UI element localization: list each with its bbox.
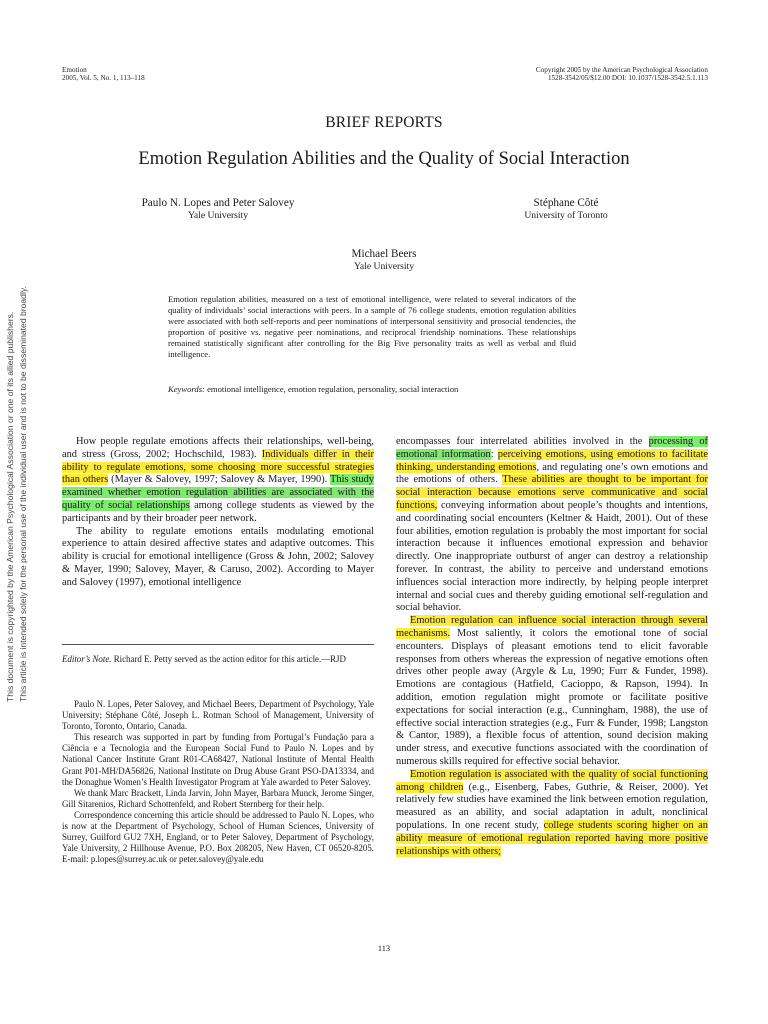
running-header-right (440, 66, 708, 83)
abstract: Emotion regulation abilities, measured on a test of emotional intelligence, were related to several indicators of the quality of individuals’ social interactions with peers. In a sample of 76 college students, emotion regulation abilities were associated with both self-reports and peer nominations of interpersonal sensitivity and prosocial tendencies, the proportion of positive vs. negative peer nominations, and reciprocal friendship nominations. These relationships remained statistically significant after controlling for the Big Five personality traits as well as verbal and fluid intelligence. (168, 294, 576, 360)
left-paragraph-1 (62, 436, 374, 526)
footnote-divider (62, 644, 374, 645)
highlight-yellow: These abilities are thought to be important for social interaction because emotions serve communicative and social functions, (396, 474, 708, 511)
highlight-green: This study examined whether emotion regulation abilities are associated with the quality of social relationships (62, 474, 374, 511)
author-names-3: Michael Beers (351, 248, 417, 260)
page-number: 113 (377, 944, 391, 953)
text-run: Most saliently, it colors the emotional tone of social encounters. Displays of pleasant emotions tend to elicit favorable responses from others whereas the expression of negative emotions often drives other people away (Argyle & Lu, 1990; Furr & Funder, 1998). Emotions are contagious (Hatfield, Cacioppo, & Rapson, 1994). In addition, emotion regulation might promote or facilitate positive expectations for social interaction (e.g., Cunningham, 1988), the use of effective social interaction strategies (e.g., Furr & Funder, 1998; Langston & Cantor, 1989), a flexible focus of attention, sound decision making under stress, and executive functions associated with the coordination of numerous skills required for effective social behavior. (396, 627, 708, 767)
footnote-affiliations: Paulo N. Lopes, Peter Salovey, and Michael Beers, Department of Psychology, Yale University; Stéphane Côté, Joseph L. Rotman School of Management, University of Toronto, Toronto, Ontario, Canada. (62, 699, 374, 732)
right-paragraph-3 (396, 769, 708, 859)
highlight-yellow: Emotion regulation can influence social interaction through several mechanisms. (396, 615, 708, 639)
text-run: , and regulating one’s own emotions and the emotions of others. (396, 461, 708, 486)
text-run: : (490, 448, 498, 460)
author-affiliation-2: University of Toronto (524, 209, 608, 221)
highlight-green: processing of emotional information (396, 436, 708, 460)
author-affiliation-3: Yale University (353, 260, 415, 272)
left-paragraph-2: The ability to regulate emotions entails modulating emotional experience to attain desired affective states and adaptive outcomes. This ability is crucial for emotional intelligence (Gross & John, 2002; Salovey & Mayer, 1990; Salovey, Mayer, & Caruso, 2002). According to Mayer and Salovey (1997), emotional intelligence (62, 525, 374, 588)
footnote-funding: This research was supported in part by funding from Portugal’s Fundação para a Ciência e a Tecnologia and the European Social Fund to Paulo N. Lopes and by National Cancer Institute Grant R01-CA68427, National Institute of Mental Health Grant P01-MH/DA56826, National Institute on Drug Abuse Grant PSO-DA13334, and the Donaghue Women’s Health Investigator Program at Yale awarded to Peter Salovey. (62, 732, 374, 787)
text-run: encompasses four interrelated abilities involved in the (396, 436, 649, 447)
text-run: (Mayer & Salovey, 1997; Salovey & Mayer, 1990). (108, 474, 331, 486)
text-run: among college students as viewed by the participants and by their broader peer network. (62, 499, 374, 524)
highlight-yellow: perceiving emotions, using emotions to facilitate thinking, understanding emotions (396, 448, 708, 473)
footnote-correspondence: Correspondence concerning this article should be addressed to Paulo N. Lopes, who is now at the Department of Psychology, School of Human Sciences, University of Surrey, Guilford GU2 7XH, England, or to Peter Salovey, Department of Psychology, Yale University, 2 Hillhouse Avenue, P.O. Box 208205, New Haven, CT 06520-8205. E-mail: p.lopes@surrey.ac.uk or peter.salovey@yale.edu (62, 809, 374, 865)
highlight-yellow: Emotion regulation is associated with the quality of social functioning among children (396, 768, 708, 793)
journal-citation: 2005, Vol. 5, No. 1, 113–118 (62, 74, 145, 83)
issn-doi-line: 1528-3542/05/$12.00 DOI: 10.1037/1528-3542.5.1.113 (547, 74, 708, 83)
right-paragraph-1 (396, 436, 708, 615)
text-run: How people regulate emotions affects their relationships, well-being, and stress (Gross, 2002; Hochschild, 1983). (62, 436, 374, 460)
author-names-1: Paulo N. Lopes and Peter Salovey (141, 197, 295, 209)
highlight-yellow: Individuals differ in their ability to regulate emotions, some choosing more successful strategies than others (62, 448, 374, 486)
editor-note-label: Editor’s Note. (62, 654, 112, 664)
section-heading: BRIEF REPORTS (325, 114, 443, 131)
editor-note (62, 654, 374, 665)
right-column-body (396, 436, 708, 858)
editor-note-text: Richard E. Petty served as the action editor for this article.—RJD (111, 654, 346, 664)
author-footnotes (62, 699, 374, 865)
footnote-acknowledgments: We thank Marc Brackett, Linda Jarvin, John Mayer, Barbara Munck, Jerome Singer, Gill Sitarenios, Richard Schottenfeld, and Robert Sternberg for their help. (62, 787, 374, 809)
article-title: Emotion Regulation Abilities and the Quality of Social Interaction (138, 149, 630, 169)
text-run: (e.g., Eisenberg, Fabes, Guthrie, & Reiser, 2000). Yet relatively few studies have examined the link between emotion regulation, measured as an ability, and social adaptation in adult, nonclinical populations. In one recent study, (396, 781, 709, 831)
highlight-yellow: college students scoring higher on an ability measure of emotional regulation reported having more positive relationships with others; (396, 819, 708, 857)
author-names-2: Stéphane Côté (533, 197, 599, 209)
keywords-label: Keywords: (168, 384, 205, 394)
copyright-sidebar-2: This article is intended solely for the personal use of the individual user and is not to be disseminated broadly. (18, 286, 28, 702)
copyright-line: Copyright 2005 by the American Psychological Association (535, 66, 708, 74)
author-block-2 (466, 197, 666, 222)
author-block-1 (98, 197, 338, 222)
journal-name: Emotion (62, 66, 87, 74)
keywords (168, 384, 588, 395)
text-run: conveying information about people’s thoughts and intentions, and coordinating social encounters (Keltner & Haidt, 2001). Out of these four abilities, emotion regulation is probably the most important for social interaction because it influences emotional expression and behavior directly. One inappropriate outburst of anger can destroy a relationship forever. In contrast, the ability to perceive and understand emotions influences social interaction more indirectly, by helping people interpret internal and social cues and thereby guiding emotional self-regulation and social behavior. (396, 499, 708, 614)
right-paragraph-2 (396, 615, 708, 769)
left-column-body (62, 436, 374, 590)
author-block-3 (284, 248, 484, 273)
running-header-left (62, 66, 145, 83)
copyright-sidebar-1: This document is copyrighted by the American Psychological Association or one of its allied publishers. (5, 311, 15, 702)
author-affiliation-1: Yale University (187, 209, 249, 221)
keywords-text: emotional intelligence, emotion regulation, personality, social interaction (204, 384, 459, 394)
